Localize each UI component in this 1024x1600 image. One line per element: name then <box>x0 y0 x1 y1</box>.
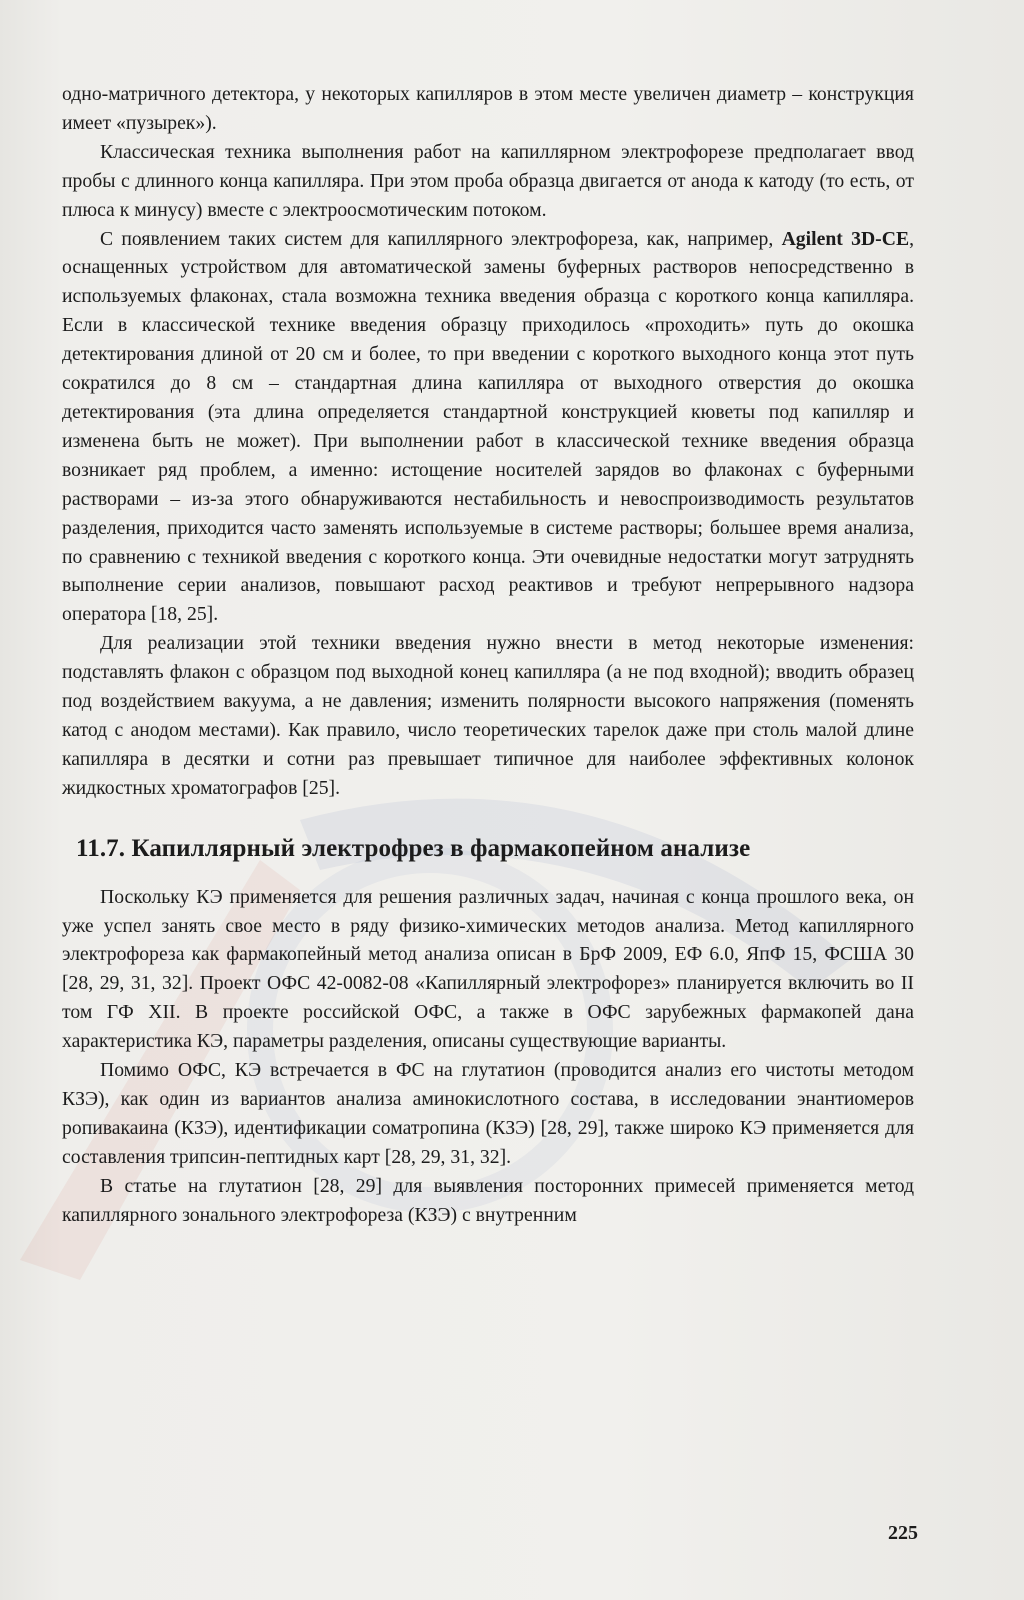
paragraph-1: одно-матричного детектора, у некоторых капилляров в этом месте увеличен диаметр – конструкция имеет «пузырек»). <box>62 83 914 134</box>
section-paragraph-3: В статье на глутатион [28, 29] для выявления посторонних примесей применяется метод капиллярного зонального электрофореза (КЗЭ) с внутренним <box>62 1174 914 1226</box>
paragraph-3-rest: , оснащенных устройством для автоматической замены буферных растворов непосредственно в используемых флаконах, стала возможна техника введения образца с короткого конца капилляра. Если в классической технике введения образцу приходилось «проходить» путь до окошка детектирования длиной от 20 см и более, то при введении с короткого выходного конца этот путь сократился до 8 см – стандартная длина капилляра от выходного отверстия до окошка детектирования (эта длина определяется стандартной конструкцией кюветы под капилляр и изменена быть не может). При выполнении работ в классической технике введения образца возникает ряд проблем, а именно: истощение носителей зарядов во флаконах с буферными растворами – из-за этого обнаруживаются нестабильность и невоспроизводимость результатов разделения, приходится часто заменять используемые в системе растворы; большее время анализа, по сравнению с техникой введения с короткого конца. Эти очевидные недостатки могут затруднять выполнение серии анализов, повышают расход реактивов и требуют непрерывного надзора оператора [18, 25]. <box>62 227 914 626</box>
text-column <box>62 80 914 1230</box>
paragraph-3-start: С появлением таких систем для капиллярного электрофореза, как, например, <box>100 227 782 250</box>
product-name-bold: Agilent 3D-CE <box>781 227 910 250</box>
paragraph-4: Для реализации этой техники введения нужно внести в метод некоторые изменения: подставлять флакон с образцом под выходной конец капилляра (а не под входной); вводить образец под воздействием вакуума, а не давления; изменить полярности высокого напряжения (поменять катод с анодом местами). Как правило, число теоретических тарелок даже при столь малой длине капилляра в десятки и сотни раз превышает типичное для наиболее эффективных колонок жидкостных хроматографов [25]. <box>62 632 914 799</box>
section-heading: 11.7. Капиллярный электрофрез в фармакопейном анализе <box>76 834 751 862</box>
page-number: 225 <box>888 1522 918 1544</box>
section-paragraph-2: Помимо ОФС, КЭ встречается в ФС на глутатион (проводится анализ его чистоты методом КЗЭ), как один из вариантов анализа аминокислотного состава, в исследовании энантиомеров ропивакаина (КЗЭ), идентификации соматропина (КЗЭ) [28, 29], также широко КЭ применяется для составления трипсин-пептидных карт [28, 29, 31, 32]. <box>62 1059 914 1168</box>
paragraph-3 <box>62 225 914 630</box>
paragraph-2: Классическая техника выполнения работ на капиллярном электрофорезе предполагает ввод пробы с длинного конца капилляра. При этом проба образца двигается от анода к катоду (то есть, от плюса к минусу) вместе с электроосмотическим потоком. <box>62 140 914 221</box>
section-paragraph-1: Поскольку КЭ применяется для решения различных задач, начиная с конца прошлого века, он уже успел занять свое место в ряду физико-химических методов анализа. Метод капиллярного электрофореза как фармакопейный метод анализа описан в БрФ 2009, ЕФ 6.0, ЯпФ 15, ФСША 30 [28, 29, 31, 32]. Проект ОФС 42-0082-08 «Капиллярный электрофорез» планируется включить во II том ГФ XII. В проекте российской ОФС, а также в ОФС зарубежных фармакопей дана характеристика КЭ, параметры разделения, описаны существующие варианты. <box>62 885 914 1053</box>
